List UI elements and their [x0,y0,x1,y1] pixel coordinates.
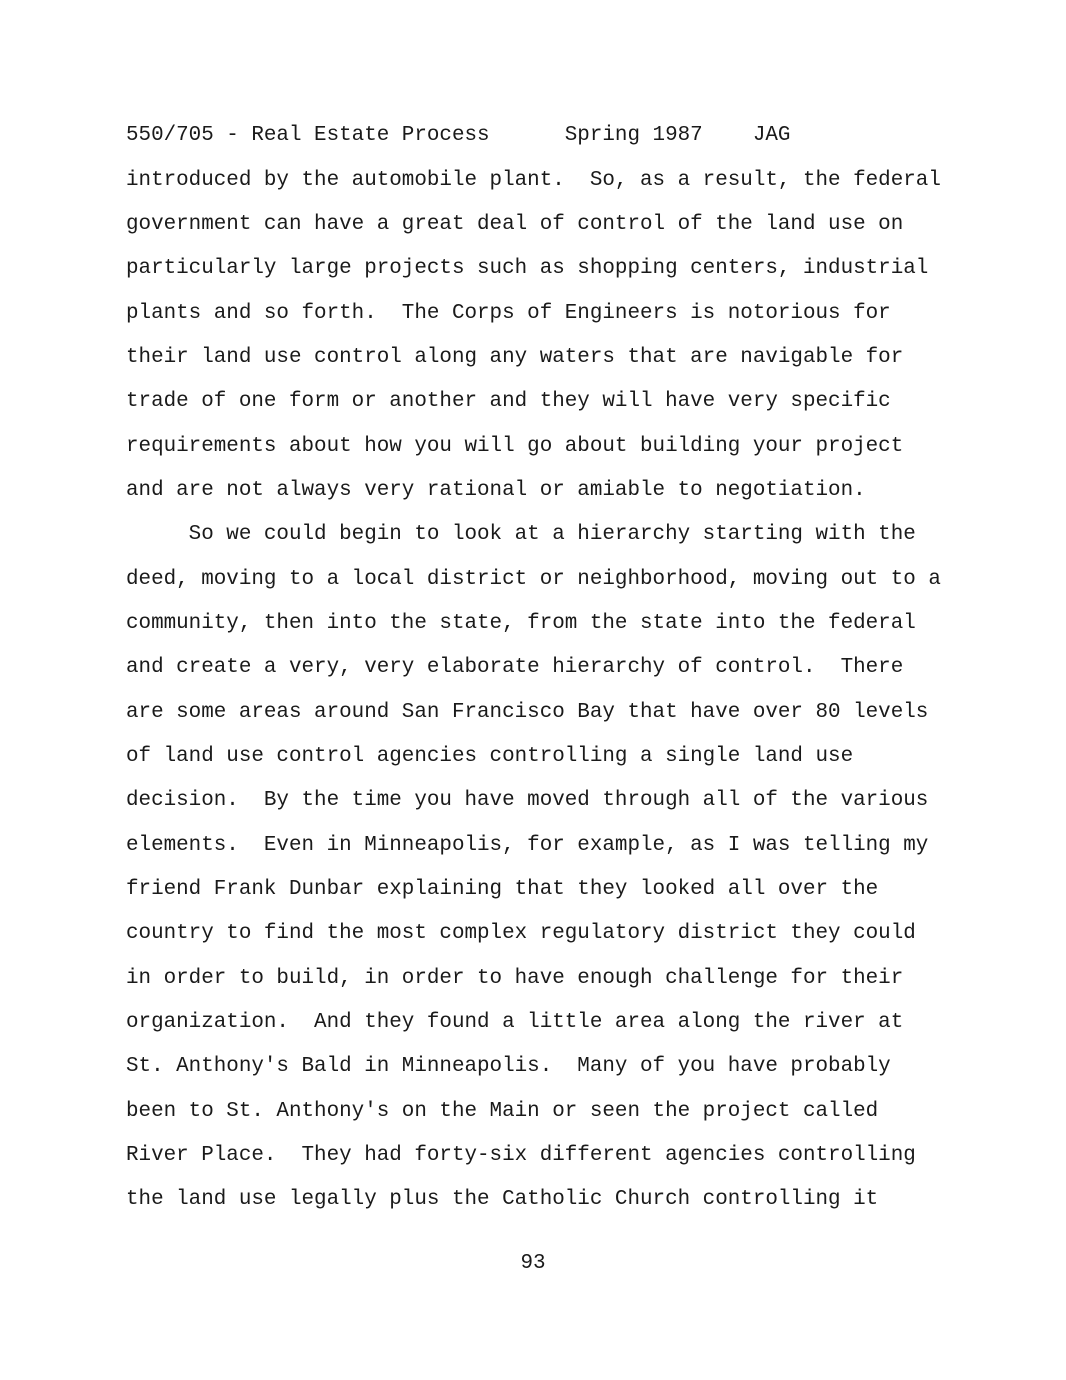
text-line: the land use legally plus the Catholic Church controlling it [126,1188,879,1211]
text-line: trade of one form or another and they will have very specific [126,390,891,413]
text-line: St. Anthony's Bald in Minneapolis. Many of you have probably [126,1055,891,1078]
text-line: in order to build, in order to have enough challenge for their [126,967,904,990]
text-line: their land use control along any waters that are navigable for [126,346,904,369]
text-line: community, then into the state, from the state into the federal [126,612,916,635]
text-line: friend Frank Dunbar explaining that they looked all over the [126,878,879,901]
running-header: 550/705 - Real Estate Process Spring 1987 JAG [126,124,791,147]
text-line: So we could begin to look at a hierarchy starting with the [126,523,916,546]
page-number: 93 [520,1252,546,1275]
text-line: government can have a great deal of control of the land use on [126,213,904,236]
text-line: introduced by the automobile plant. So, as a result, the federal [126,169,941,192]
text-line: and create a very, very elaborate hierarchy of control. There [126,656,904,679]
text-line: country to find the most complex regulatory district they could [126,922,916,945]
text-line: been to St. Anthony's on the Main or seen the project called [126,1100,879,1123]
text-line: plants and so forth. The Corps of Engineers is notorious for [126,302,891,325]
text-line: of land use control agencies controlling a single land use [126,745,854,768]
text-line: organization. And they found a little area along the river at [126,1011,904,1034]
text-line: and are not always very rational or amiable to negotiation. [126,479,866,502]
text-line: particularly large projects such as shopping centers, industrial [126,257,929,280]
text-line: are some areas around San Francisco Bay that have over 80 levels [126,701,929,724]
text-line: decision. By the time you have moved through all of the various [126,789,929,812]
text-line: deed, moving to a local district or neighborhood, moving out to a [126,568,941,591]
text-line: requirements about how you will go about building your project [126,435,904,458]
text-line: elements. Even in Minneapolis, for example, as I was telling my [126,834,929,857]
text-line: River Place. They had forty-six different agencies controlling [126,1144,916,1167]
